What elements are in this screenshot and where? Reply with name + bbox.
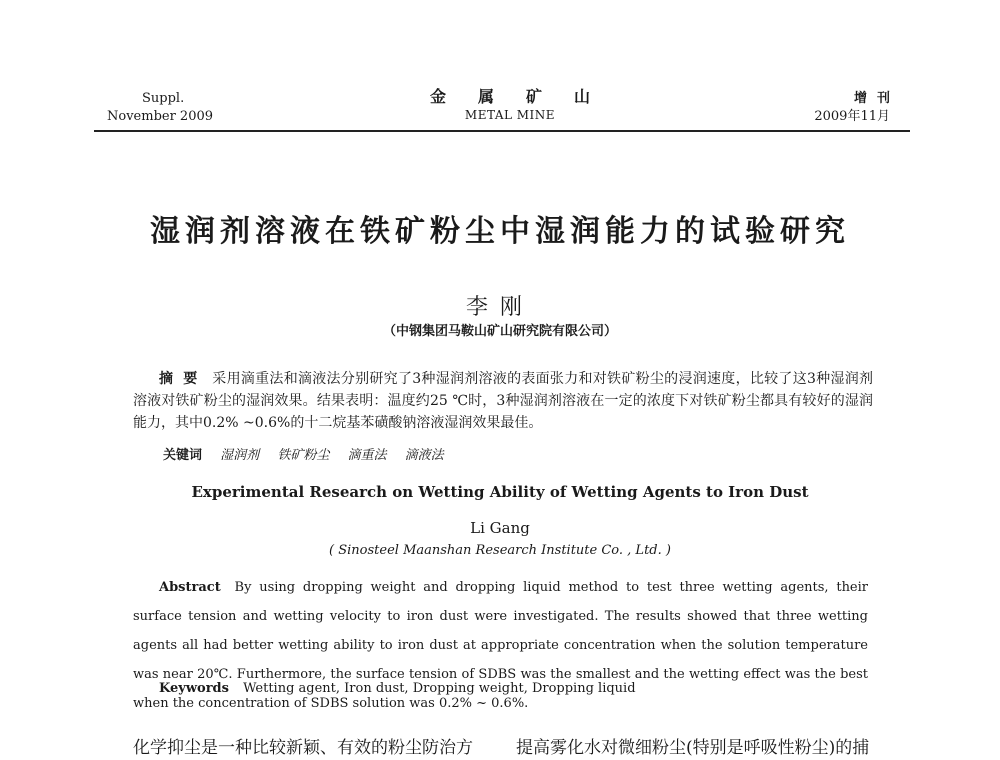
supplement-label-cn: 增刊: [853, 91, 900, 106]
issue-date-en: November 2009: [107, 109, 214, 124]
article-title-cn: 湿润剂溶液在铁矿粉尘中湿润能力的试验研究: [150, 214, 850, 249]
affiliation-en: ( Sinosteel Maanshan Research Institute Co. , Ltd. ): [329, 543, 671, 558]
running-header-left: [107, 90, 213, 126]
supplement-label: Suppl.: [142, 91, 185, 106]
author-cn: 李刚: [465, 295, 534, 320]
journal-name-cn: 金属矿山: [429, 87, 622, 106]
keywords-label-en: Keywords: [159, 681, 229, 696]
abstract-label-cn: 摘要: [159, 371, 208, 387]
abstract-cn: [133, 368, 873, 434]
running-header-right: [814, 90, 900, 126]
body-text-left-column: 化学抑尘是一种比较新颖、有效的粉尘防治方: [133, 738, 473, 758]
abstract-label-en: Abstract: [159, 580, 221, 595]
header-rule: [94, 130, 910, 132]
abstract-text-en: By using dropping weight and dropping liquid method to test three wetting agents, their surface tension and wetting velocity to iron dust were investigated. The results showed that three wetting agents all had better wetting ability to iron dust at appropriate concentration when the solution temperature was near 20℃. Furthermore, the surface tension of SDBS was the smallest and the wetting effect was the best when the concentration of SDBS solution was 0.2% ~ 0.6%.: [133, 580, 869, 711]
journal-name-en: METAL MINE: [464, 108, 556, 122]
body-text-right-column: 提高雾化水对微细粉尘(特别是呼吸性粉尘)的捕: [516, 738, 870, 758]
abstract-en: [133, 573, 868, 718]
running-header-center: [380, 88, 640, 124]
keywords-label-cn: 关键词: [163, 448, 203, 463]
keyword-cn: 滴重法: [347, 448, 387, 463]
keywords-en: [159, 681, 636, 696]
author-en: Li Gang: [470, 519, 530, 537]
keywords-text-en: Wetting agent, Iron dust, Dropping weight, Dropping liquid: [243, 681, 636, 696]
keyword-cn: 湿润剂: [220, 448, 260, 463]
article-title-en: Experimental Research on Wetting Ability of Wetting Agents to Iron Dust: [191, 483, 809, 501]
issue-date-cn: 2009年11月: [814, 109, 890, 124]
affiliation-cn: （中钢集团马鞍山矿山研究院有限公司）: [382, 324, 617, 339]
keywords-cn: [163, 444, 458, 463]
keyword-cn: 铁矿粉尘: [277, 448, 330, 463]
keyword-cn: 滴液法: [404, 448, 444, 463]
abstract-text-cn: 采用滴重法和滴液法分别研究了3种湿润剂溶液的表面张力和对铁矿粉尘的浸润速度，比较了这3种湿润剂溶液对铁矿粉尘的湿润效果。结果表明：温度约25 ℃时，3种湿润剂溶液在一定的浓度下对铁矿粉尘都具有较好的湿润能力，其中0.2% ~0.6%的十二烷基苯磺酸钠溶液湿润效果最佳。: [133, 371, 874, 431]
